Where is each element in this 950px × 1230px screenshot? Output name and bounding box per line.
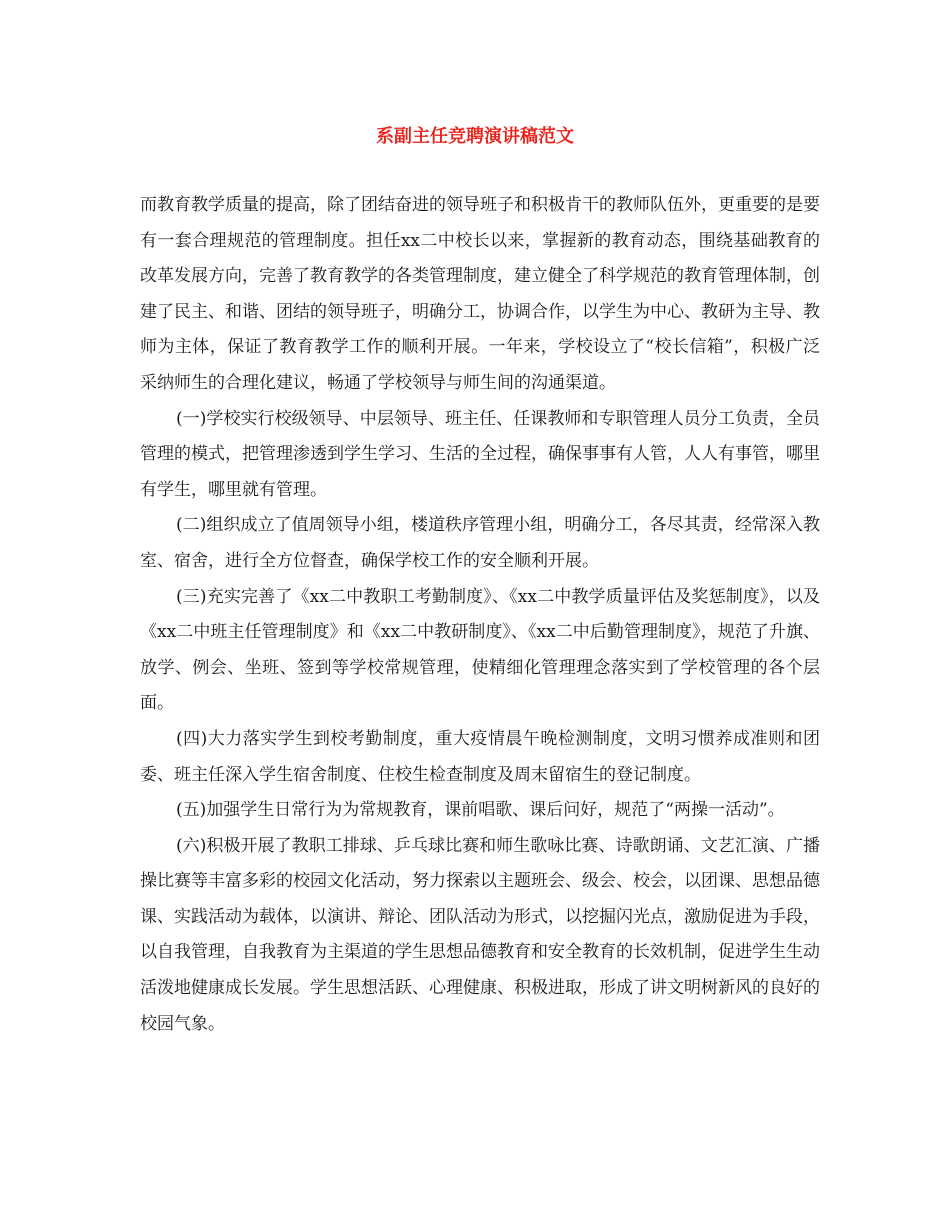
document-body (140, 188, 820, 1042)
paragraph-intro: 而教育教学质量的提高，除了团结奋进的领导班子和积极肯干的教师队伍外，更重要的是要有一套合理规范的管理制度。担任xx二中校长以来，掌握新的教育动态，围绕基础教育的改革发展方向，完善了教育教学的各类管理制度，建立健全了科学规范的教育管理体制，创建了民主、和谐、团结的领导班子，明确分工，协调合作，以学生为中心、教研为主导、教师为主体，保证了教育教学工作的顺利开展。一年来，学校设立了“校长信箱”，积极广泛采纳师生的合理化建议，畅通了学校领导与师生间的沟通渠道。 (140, 195, 820, 393)
paragraph-item-5: (五)加强学生日常行为为常规教育，课前唱歌、课后问好，规范了“两操一活动”。 (176, 800, 785, 821)
paragraph-item-1: (一)学校实行校级领导、中层领导、班主任、任课教师和专职管理人员分工负责，全员管理的模式，把管理渗透到学生学习、生活的全过程，确保事事有人管，人人有事管，哪里有学生，哪里就有管理。 (140, 408, 820, 500)
document-title: 系副主任竞聘演讲稿范文 (376, 126, 574, 147)
paragraph-item-6: (六)积极开展了教职工排球、乒乓球比赛和师生歌咏比赛、诗歌朗诵、文艺汇演、广播操比赛等丰富多彩的校园文化活动，努力探索以主题班会、级会、校会，以团课、思想品德课、实践活动为载体，以演讲、辩论、团队活动为形式，以挖掘闪光点，激励促进为手段，以自我管理，自我教育为主渠道的学生思想品德教育和安全教育的长效机制，促进学生生动活泼地健康成长发展。学生思想活跃、心理健康、积极进取，形成了讲文明树新风的良好的校园气象。 (140, 835, 820, 1034)
paragraph-item-4: (四)大力落实学生到校考勤制度，重大疫情晨午晚检测制度，文明习惯养成准则和团委、班主任深入学生宿舍制度、住校生检查制度及周末留宿生的登记制度。 (140, 728, 820, 785)
paragraph-item-2: (二)组织成立了值周领导小组，楼道秩序管理小组，明确分工，各尽其责，经常深入教室、宿舍，进行全方位督查，确保学校工作的安全顺利开展。 (140, 515, 820, 571)
paragraph-item-3: (三)充实完善了《xx二中教职工考勤制度》、《xx二中教学质量评估及奖惩制度》，以及《xx二中班主任管理制度》和《xx二中教研制度》、《xx二中后勤管理制度》，规范了升旗、放学、例会、坐班、签到等学校常规管理，使精细化管理理念落实到了学校管理的各个层面。 (140, 586, 820, 714)
